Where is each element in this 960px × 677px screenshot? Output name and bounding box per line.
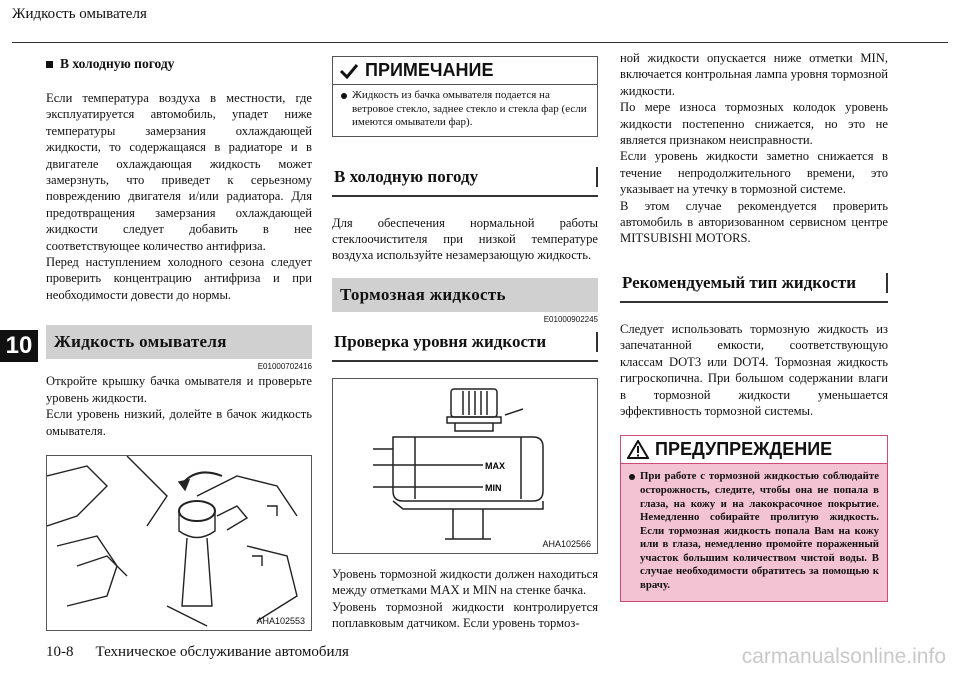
heading-end-mark xyxy=(886,273,888,293)
note-text: Жидкость из бачка омывателя подается на ветровое стекло, заднее стекло и стекла фар (если имеются омыватели фар). xyxy=(352,89,587,128)
warning-box xyxy=(620,435,888,601)
level-range-text: Уровень тормозной жидкости должен находиться между отметками MAX и MIN на стенке бачка. xyxy=(332,566,598,598)
note-body xyxy=(333,85,597,136)
warning-header xyxy=(621,436,887,464)
figure-code: AHA102553 xyxy=(256,615,305,626)
washer-reservoir-illustration xyxy=(47,456,311,630)
fluid-type-heading-label: Рекомендуемый тип жидкости xyxy=(622,272,857,292)
heading-end-mark xyxy=(596,167,598,187)
float-sensor-text: Уровень тормозной жидкости контролируется поплавковым датчиком. Если уровень тормоз- xyxy=(332,599,598,630)
pad-wear-text: По мере износа тормозных колодок уровень жидкости постепенно снижается, но это не является признаком неисправности. xyxy=(620,100,888,148)
warning-body xyxy=(621,464,887,600)
subheading-label: В холодную погоду xyxy=(60,56,175,71)
note-box xyxy=(332,56,598,137)
brake-fluid-heading: Тормозная жидкость xyxy=(332,278,598,312)
fluid-type-heading xyxy=(620,267,888,303)
chapter-tab: 10 xyxy=(0,330,38,362)
note-title: ПРИМЕЧАНИЕ xyxy=(365,60,494,80)
heading-end-mark xyxy=(596,332,598,352)
leak-text: Если уровень жидкости заметно снижается в течение непродолжительного времени, это указывает на утечку в тормозной системе. xyxy=(620,149,888,197)
washer-refill-text: Если уровень низкий, долейте в бачок жидкость омывателя. xyxy=(46,407,312,438)
washer-fluid-heading: Жидкость омывателя xyxy=(46,325,312,359)
min-mark-label: MIN xyxy=(485,482,502,493)
warning-title: ПРЕДУПРЕЖДЕНИЕ xyxy=(655,439,833,460)
watermark: carmanualsonline.info xyxy=(741,645,946,668)
header-rule xyxy=(12,42,948,43)
section-code: E01000702416 xyxy=(257,362,312,372)
cold-weather-heading xyxy=(332,161,598,197)
square-bullet-icon xyxy=(46,61,53,68)
level-check-heading-label: Проверка уровня жидкости xyxy=(334,331,547,351)
page-number: 10-8 xyxy=(46,644,74,660)
cold-weather-heading-label: В холодную погоду xyxy=(334,166,479,186)
service-advice-text: В этом случае рекомендуется проверить автомобиль в авторизованном сервисном центре MITSUBISHI MOTORS. xyxy=(620,198,888,246)
checkmark-icon xyxy=(339,63,359,79)
figure-code: AHA102566 xyxy=(542,538,591,549)
page-footer xyxy=(46,644,349,661)
section-title: Техническое обслуживание автомобиля xyxy=(95,644,349,660)
note-header xyxy=(333,57,597,85)
winter-check-text: Перед наступлением холодного сезона следует проверить концентрацию антифриза и при необходимости довести до нормы. xyxy=(46,255,312,302)
fluid-type-text: Следует использовать тормозную жидкость из запечатанной емкости, соответствующую классам DOT3 или DOT4. Тормозная жидкость гигроскопична. При большом содержании влаги в тормозной жидкости уменьшается эффективность тормозной системы. xyxy=(620,321,888,418)
max-mark-label: MAX xyxy=(485,460,505,471)
column-left xyxy=(46,56,312,631)
running-title: Жидкость омывателя xyxy=(12,6,147,22)
level-check-heading xyxy=(332,326,598,362)
brake-reservoir-figure xyxy=(332,378,598,554)
cold-weather-subheading xyxy=(46,56,312,72)
column-right xyxy=(620,50,888,602)
warning-triangle-icon xyxy=(627,440,649,459)
washer-open-text: Откройте крышку бачка омывателя и проверьте уровень жидкости. xyxy=(46,374,312,405)
bullet-dot-icon xyxy=(629,474,635,480)
min-level-continued-text: ной жидкости опускается ниже отметки MIN, включается контрольная лампа уровня тормозной жидкости. xyxy=(620,51,888,98)
column-middle xyxy=(332,56,598,631)
warning-text: При работе с тормозной жидкостью соблюдайте осторожность, следите, чтобы она не попала в глаза, на кожу и на лакокрасочное покрытие. Немедленно собирайте пролитую жидкость. Если тормозная жидкость попала Вам на кожу или в глаза, немедленно промойте пораженный участок большим количеством чистой воды. В случае необходимости обратитесь за помощью к врачу. xyxy=(640,470,879,592)
cold-weather-text: Если температура воздуха в местности, где эксплуатируется автомобиль, упадет ниже температуры замерзания охлаждающей жидкости, то содержащаяся в радиаторе и в двигателе охлаждающая жидкость может замерзнуть, что приведет к серьезному повреждению двигателя и/или радиатора. Для предотвращения замерзания охлаждающей жидкости следует добавить в нее соответствующее количество антифриза. xyxy=(46,91,312,253)
antifreeze-washer-text: Для обеспечения нормальной работы стеклоочистителя при низкой температуре воздуха используйте незамерзающую жидкость. xyxy=(332,215,598,263)
section-code: E01000902245 xyxy=(543,314,598,324)
bullet-dot-icon xyxy=(341,93,347,99)
brake-reservoir-illustration xyxy=(333,379,597,553)
washer-reservoir-figure xyxy=(46,455,312,631)
